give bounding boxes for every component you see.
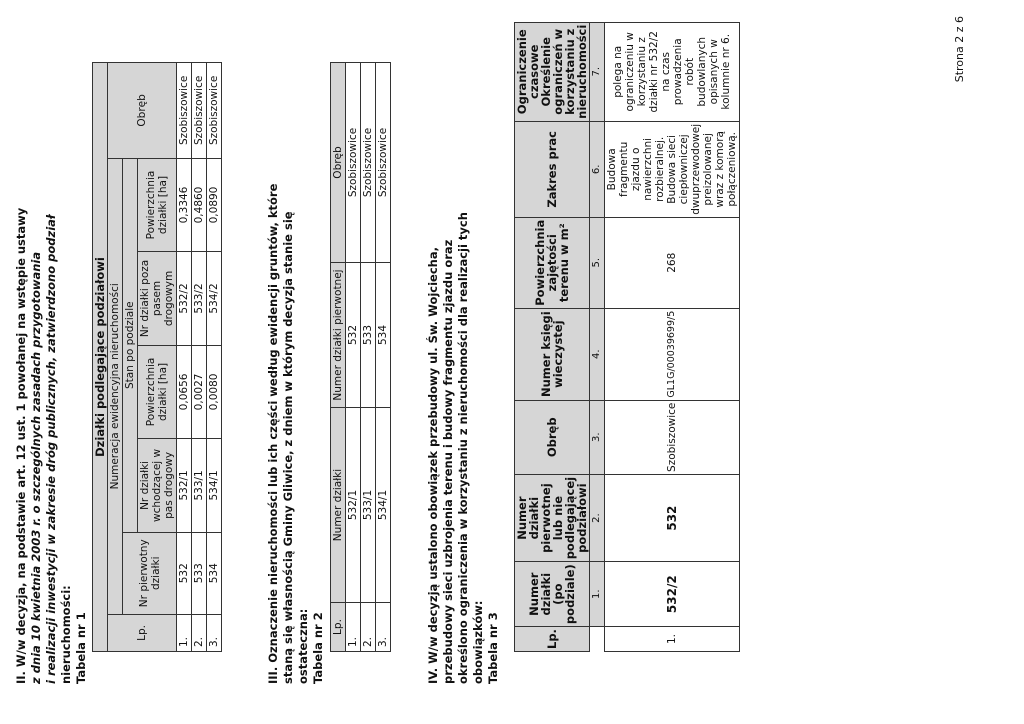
table-1-cell-pierwotny: 532 [177, 532, 192, 614]
table-3-cell-numer-pierwotnej: 532 [605, 474, 740, 561]
table-3-header-powierzchnia: Powierzchnia zajętości terenu w m² [515, 217, 590, 308]
table-3-cell-numer-po: 532/2 [605, 562, 740, 627]
table-2-cell-numer: 533/1 [361, 408, 376, 603]
table-1-cell-pierwotny: 534 [207, 532, 222, 614]
table-3-index: 1. [590, 562, 605, 627]
table-1-cell-pow2: 0,0890 [207, 158, 222, 251]
table-3-header-ograniczenia-label: Ograniczenie czasowe [515, 29, 541, 115]
table-2-cell-pierwotnej: 534 [376, 263, 391, 408]
table-row [376, 63, 391, 652]
table-2-header-obreb: Obręb [331, 63, 346, 263]
table-2-cell-lp: 3. [376, 603, 391, 652]
table-3-index-row [590, 22, 605, 651]
page-number: Strona 2 z 6 [953, 16, 966, 83]
table-1-cell-pow2: 0,3346 [177, 158, 192, 251]
table-3-header-zakres: Zakres prac [515, 121, 590, 217]
table-3 [514, 22, 740, 652]
table-3-cell-zakres: Budowa fragmentu zjazdu o nawierzchni rozbieralnej. Budowa sieci ciepłowniczej dwuprzewodowej preizolowanej wraz z komorą połączeniową. [605, 121, 740, 217]
section-2-line-1: II. W/w decyzja, na podstawie art. 12 ust. 1 powołanej na wstępie ustawy [14, 207, 28, 684]
section-2-line-3: i realizacji inwestycji w zakresie dróg publicznych, zatwierdzono podział [44, 214, 58, 684]
table-1-cell-lp: 3. [207, 614, 222, 651]
table-1-cell-pow1: 0,0027 [192, 345, 207, 438]
section-4-heading [426, 24, 501, 684]
table-3-index: 7. [590, 22, 605, 121]
table-1-header-nr-poza: Nr działki poza pasem drogowym [138, 252, 177, 345]
table-1-cell-poza: 532/2 [177, 252, 192, 345]
section-3-line-1: III. Oznaczenie nieruchomości lub ich części według ewidencji gruntów, które [266, 183, 280, 684]
table-2-cell-obreb: Szobiszowice [361, 63, 376, 263]
section-4-line-2: przebudowy sieci uzbrojenia terenu i budowy fragmentu zjazdu oraz [441, 239, 455, 684]
table-2-cell-pierwotnej: 533 [361, 263, 376, 408]
table-1-cell-poza: 534/2 [207, 252, 222, 345]
table-row [192, 63, 207, 652]
table-1 [92, 62, 222, 652]
table-1-cell-obreb: Szobiszowice [192, 63, 207, 159]
table-row [177, 63, 192, 652]
table-2-cell-obreb: Szobiszowice [376, 63, 391, 263]
section-4-line-1: IV. W/w decyzją ustalono obowiązek przebudowy ul. Św. Wojciecha, [426, 247, 440, 684]
table-2-header-lp: Lp. [331, 603, 346, 652]
table-3-cell-powierzchnia: 268 [605, 217, 740, 308]
table-row [346, 63, 361, 652]
table-row [361, 63, 376, 652]
table-1-cell-obreb: Szobiszowice [177, 63, 192, 159]
table-1-header-nr-wchodzacej: Nr działki wchodzącej w pas drogowy [138, 439, 177, 532]
table-1-header-group: Numeracja ewidencyjna nieruchomości [108, 158, 123, 614]
table-3-header-ograniczenia [515, 22, 590, 121]
table-1-cell-obreb: Szobiszowice [207, 63, 222, 159]
table-3-cell-obreb: Szobiszowice [605, 400, 740, 474]
table-1-cell-wchodzacej: 532/1 [177, 439, 192, 532]
table-3-index: 5. [590, 217, 605, 308]
table-2 [330, 62, 391, 652]
table-2-header-pierwotnej: Numer działki pierwotnej [331, 263, 346, 408]
section-3-heading [266, 24, 326, 684]
section-3-line-3: ostateczna: [296, 608, 310, 684]
section-2-heading [14, 24, 89, 684]
table-2-cell-lp: 1. [346, 603, 361, 652]
table-3-index: 6. [590, 121, 605, 217]
table-1-cell-pow1: 0,0080 [207, 345, 222, 438]
table-1-cell-lp: 1. [177, 614, 192, 651]
table-1-cell-lp: 2. [192, 614, 207, 651]
table-3-index: 4. [590, 308, 605, 400]
table-3-cell-lp: 1. [605, 627, 740, 652]
table-1-header-subgroup: Stan po podziale [123, 158, 138, 532]
table-3-index: 3. [590, 400, 605, 474]
table-1-cell-poza: 533/2 [192, 252, 207, 345]
section-4-line-4: obowiązków: [471, 600, 485, 684]
table-1-cell-wchodzacej: 533/1 [192, 439, 207, 532]
table-3-header-obreb: Obręb [515, 400, 590, 474]
section-4-line-3: określono ograniczenia w korzystaniu z nieruchomości dla realizacji tych [456, 212, 470, 684]
table-3-cell-ograniczenia: polega na ograniczeniu w korzystaniu z działki nr 532/2 na czas prowadzenia robót budowlanych opisanych w kolumnie nr 6. [605, 22, 740, 121]
table-3-header-ksiegi: Numer księgi wieczystej [515, 308, 590, 400]
table-3-cell-ksiegi: GL1G/00039699/5 [605, 308, 740, 400]
table-3-header-okreslenie-label: Określenie ograniczeń w korzystaniu z nieruchomości [539, 24, 589, 119]
table-1-title: Działki podlegające podziałowi [93, 63, 108, 652]
table-1-cell-pow1: 0,0656 [177, 345, 192, 438]
table-2-cell-lp: 2. [361, 603, 376, 652]
table-1-cell-wchodzacej: 534/1 [207, 439, 222, 532]
section-2-line-2: z dnia 10 kwietnia 2003 r. o szczególnych zasadach przygotowania [29, 251, 43, 684]
table-2-header-numer: Numer działki [331, 408, 346, 603]
table-2-cell-pierwotnej: 532 [346, 263, 361, 408]
section-3-line-2: staną się własnością Gminy Gliwice, z dniem w którym decyzja stanie się [281, 211, 295, 684]
table-3-label: Tabela nr 3 [486, 612, 500, 684]
section-2-line-4: nieruchomości: [59, 585, 73, 684]
table-3-header-numer-po: Numer działki (po podziale) [515, 562, 590, 627]
table-1-header-lp: Lp. [108, 614, 177, 651]
table-1-label: Tabela nr 1 [74, 612, 88, 684]
table-2-label: Tabela nr 2 [311, 612, 325, 684]
table-1-header-nr-pierwotny: Nr pierwotny działki [123, 532, 177, 614]
table-2-cell-numer: 532/1 [346, 408, 361, 603]
table-3-index: 2. [590, 474, 605, 561]
table-row [605, 22, 740, 651]
table-1-header-obreb: Obręb [108, 63, 177, 159]
table-1-header-pow1: Powierzchnia działki [ha] [138, 345, 177, 438]
table-2-cell-numer: 534/1 [376, 408, 391, 603]
table-1-header-pow2: Powierzchnia działki [ha] [138, 158, 177, 251]
table-1-cell-pow2: 0,4860 [192, 158, 207, 251]
table-1-cell-pierwotny: 533 [192, 532, 207, 614]
table-3-header-numer-pierwotnej: Numer działki pierwotnej lub nie podlegającej podziałowi [515, 474, 590, 561]
table-2-cell-obreb: Szobiszowice [346, 63, 361, 263]
table-row [207, 63, 222, 652]
table-3-header-lp: Lp. [515, 627, 590, 652]
